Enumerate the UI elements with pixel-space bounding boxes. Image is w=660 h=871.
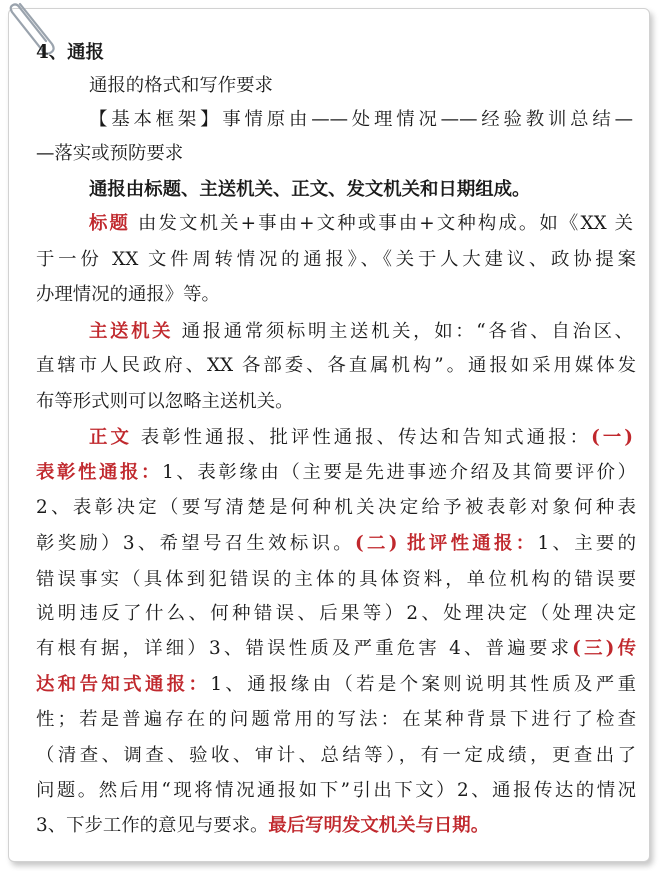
body-para-line-10: （清查、调查、验收、审计、总结等），有一定成绩，更查出了 xyxy=(36,745,636,766)
body-para-line-11: 问题。然后用“现将情况通报如下”引出下文）2、通报传达的情况 xyxy=(36,780,636,801)
recipient-para-line-2: 直辖市人民政府、XX 各部委、各直属机构”。通报如采用媒体发 xyxy=(36,355,636,376)
title-para-line-3: 办理情况的通报》等。 xyxy=(36,284,220,305)
section-heading: 4、通报 xyxy=(36,42,104,63)
body-para-line-2: 表彰性通报：1、表彰缘由（主要是先进事迹介绍及其简要评价） xyxy=(36,462,636,483)
body-para-line-1: 正文 表彰性通报、批评性通报、传达和告知式通报：(一) xyxy=(89,427,633,448)
body-para-line-8: 达和告知式通报：1、通报缘由（若是个案则说明其性质及严重 xyxy=(36,674,636,695)
title-label: 标题 xyxy=(89,213,131,234)
body-para-line-4: 彰奖励）3、希望号召生效标识。(二) 批评性通报：1、主要的 xyxy=(36,533,637,554)
body-label: 正文 xyxy=(89,427,132,448)
recipient-label: 主送机关 xyxy=(89,321,174,342)
body-para-line-9: 性；若是普遍存在的问题常用的写法：在某种背景下进行了检查 xyxy=(36,709,636,730)
body-para-line-3: 2、表彰决定（要写清楚是何种机关决定给予被表彰对象何种表 xyxy=(36,497,636,518)
body-para-line-12: 3、下步工作的意见与要求。最后写明发文机关与日期。 xyxy=(36,815,490,836)
framework-line-1: 【基本框架】事情原由——处理情况——经验教训总结— xyxy=(89,109,633,130)
title-para-line-2: 于一份 XX 文件周转情况的通报》、《关于人大建议、政协提案 xyxy=(36,249,636,270)
title-para-line-1: 标题 由发文机关+事由+文种或事由+文种构成。如《XX 关 xyxy=(89,213,633,234)
body-para-line-7: 有根有据，详细）3、错误性质及严重危害 4、普遍要求(三)传 xyxy=(36,638,637,659)
composition-line: 通报由标题、主送机关、正文、发文机关和日期组成。 xyxy=(89,179,531,200)
body-para-line-5: 错误事实（具体到犯错误的主体的具体资料，单位机构的错误要 xyxy=(36,569,636,590)
recipient-para-line-1: 主送机关 通报通常须标明主送机关，如：“各省、自治区、 xyxy=(89,321,633,342)
framework-line-2: —落实或预防要求 xyxy=(36,143,184,164)
recipient-para-line-3: 布等形式则可以忽略主送机关。 xyxy=(36,391,294,412)
body-para-line-6: 说明违反了什么、何种错误、后果等）2、处理决定（处理决定 xyxy=(36,603,636,624)
section-subheading: 通报的格式和写作要求 xyxy=(89,75,273,96)
